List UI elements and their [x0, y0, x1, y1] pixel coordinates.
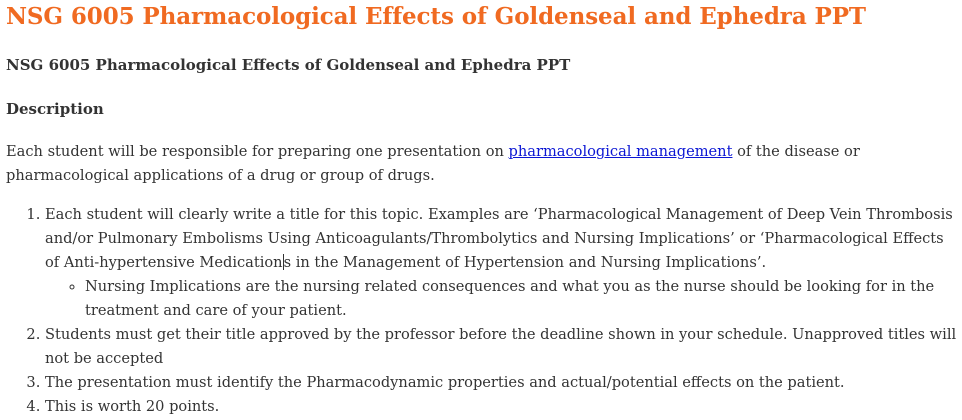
intro-paragraph [6, 140, 946, 188]
steps-list [6, 203, 958, 419]
list-item: 4. This is worth 20 points. [45, 395, 958, 419]
list-item: 3. The presentation must identify the Pharmacodynamic properties and actual/potential effects on the patient. [45, 371, 958, 395]
step-1-text-part2: s in the Management of Hypertension and Nursing Implications’. [283, 254, 767, 271]
list-item [45, 203, 958, 323]
intro-text-after-link: of the disease or pharmacological applications of a drug or group of drugs. [6, 143, 860, 184]
pharmacological-management-link[interactable]: pharmacological management [508, 143, 733, 160]
page-subtitle: NSG 6005 Pharmacological Effects of Goldenseal and Ephedra PPT [6, 56, 571, 74]
description-heading: Description [6, 100, 104, 118]
list-item: ◦ Nursing Implications are the nursing related consequences and what you as the nurse should be looking for in the treatment and care of your patient. [85, 275, 958, 323]
page-title: NSG 6005 Pharmacological Effects of Goldenseal and Ephedra PPT [6, 3, 866, 30]
intro-text-before-link: Each student will be responsible for preparing one presentation on [6, 143, 509, 160]
step-1-sublist [45, 275, 958, 323]
list-item: 2. Students must get their title approved by the professor before the deadline shown in your schedule. Unapproved titles will not be accepted [45, 323, 958, 371]
step-1-text-part1: Each student will clearly write a title for this topic. Examples are ‘Pharmacological Management of Deep Vein Thrombosis and/or Pulmonary Embolisms Using Anticoagulants/Thrombolytics and Nursing Implications’ or ‘Pharmacological Effects of Anti-hypertensive Medication [45, 206, 953, 271]
